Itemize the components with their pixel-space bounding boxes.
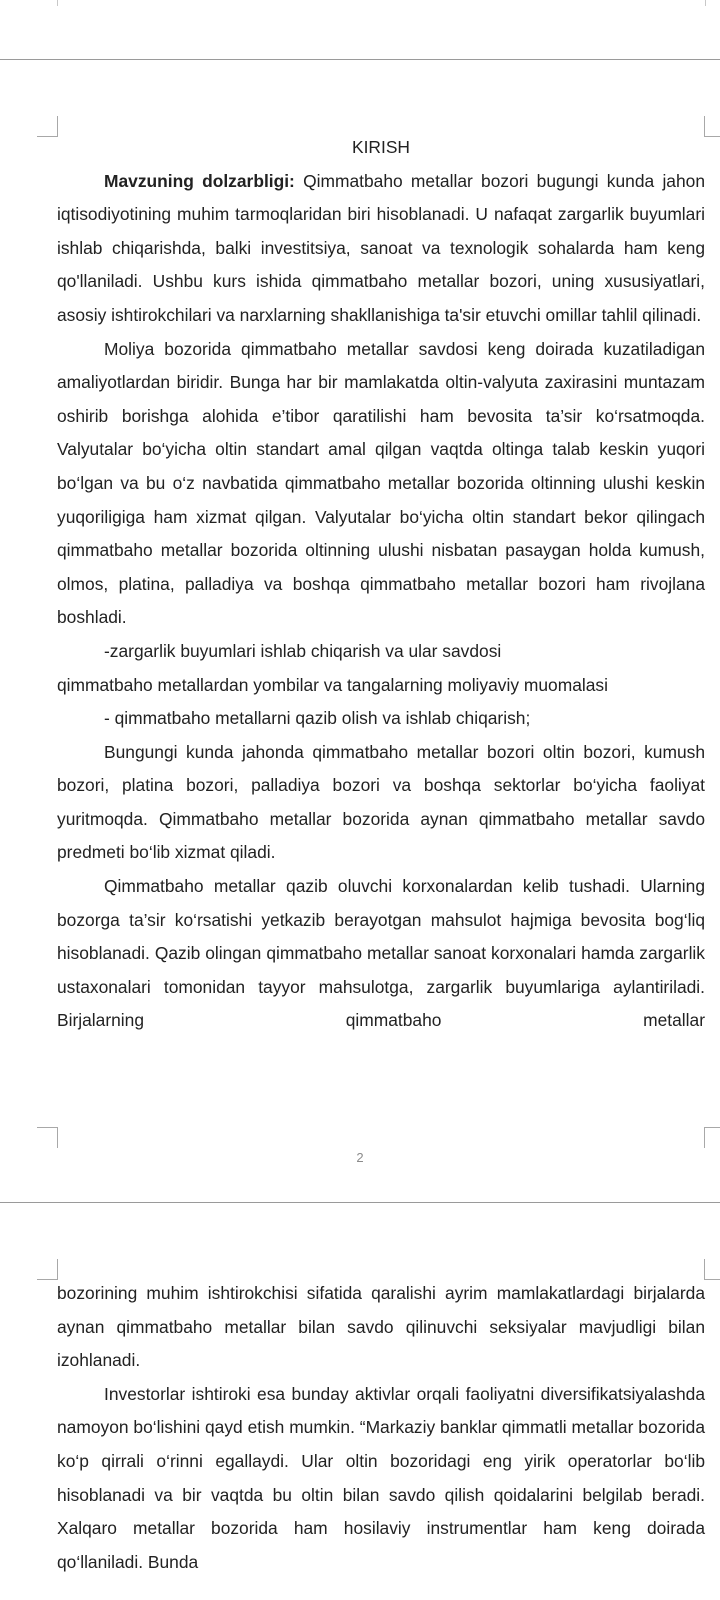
page-number: 2 [356,1150,364,1165]
margin-corner-top-left [37,116,58,137]
paragraph-text: Qimmatbaho metallar bozori bugungi kunda jahon iqtisodiyotining muhim tarmoqlaridan biri hisoblanadi. U nafaqat zargarlik buyumlari ishlab chiqarishda, balki investitsiya, sanoat va texnologik sohalarda ham keng qo'llaniladi. Ushbu kurs ishida qimmatbaho metallar bozori, uning xususiyatlari, asosiy ishtirokchilari va narxlarning shakllanishiga ta'sir etuvchi omillar tahlil qilinadi. [57,170,705,325]
paragraph [57,165,705,333]
page-separator [0,1202,720,1203]
paragraph: Moliya bozorida qimmatbaho metallar savdosi keng doirada kuzatiladigan amaliyotlardan biridir. Bunga har bir mamlakatda oltin-valyuta zaxirasini muntazam oshirib borishga alohida e’tibor qaratilishi ham bevosita ta’sir ko‘rsatmoqda. Valyutalar bo‘yicha oltin standart amal qilgan vaqtda oltinga talab keskin yuqori bo‘lgan va bu o‘z navbatida qimmatbaho metallar bozorida oltinning ulushi keskin yuqoriligiga ham xizmat qilgan. Valyutalar bo‘yicha oltin standart bekor qilingach qimmatbaho metallar bozorida oltinning ulushi nisbatan pasaygan holda kumush, olmos, platina, palladiya va boshqa qimmatbaho metallar bozori ham rivojlana boshladi. [57,338,705,628]
ruler-tick [57,0,58,6]
margin-corner-top-left [37,1259,58,1280]
paragraph: bozorining muhim ishtirokchisi sifatida qaralishi ayrim mamlakatlardagi birjalarda aynan qimmatbaho metallar bilan savdo qilinuvchi seksiyalar mavjudligi bilan izohlanadi. [57,1283,705,1371]
list-item: qimmatbaho metallardan yombilar va tangalarning moliyaviy muomalasi [57,674,608,695]
list-item: - qimmatbaho metallarni qazib olish va ishlab chiqarish; [104,708,531,729]
paragraph-lead: Mavzuning dolzarbligi: [104,170,295,191]
page-separator [0,59,720,60]
margin-corner-top-right [704,116,720,137]
margin-corner-bottom-left [37,1127,58,1148]
ruler-tick [705,0,706,6]
page-2-body [57,1277,705,1579]
paragraph: Qimmatbaho metallar qazib oluvchi korxonalardan kelib tushadi. Ularning bozorga ta’sir ko‘rsatishi yetkazib berayotgan mahsulot hajmiga bevosita bog‘liq hisoblanadi. Qazib olingan qimmatbaho metallar sanoat korxonalari hamda zargarlik ustaxonalari tomonidan tayyor mahsulotga, zargarlik buyumlariga aylantiriladi. Birjalarning qimmatbaho metallar [57,876,705,1031]
section-title: KIRISH [352,137,410,157]
list-item: -zargarlik buyumlari ishlab chiqarish va ular savdosi [104,640,502,661]
paragraph: Bungungi kunda jahonda qimmatbaho metallar bozori oltin bozori, kumush bozori, platina bozori, palladiya bozori va boshqa sektorlar bo‘yicha faoliyat yuritmoqda. Qimmatbaho metallar bozorida aynan qimmatbaho metallar savdo predmeti bo‘lib xizmat qiladi. [57,741,705,863]
page-1-body [57,131,705,1038]
paragraph: Investorlar ishtiroki esa bunday aktivlar orqali faoliyatni diversifikatsiyalashda namoyon bo‘lishini qayd etish mumkin. “Markaziy banklar qimmatli metallar bozorida ko‘p qirrali o‘rinni egallaydi. Ular oltin bozoridagi eng yirik operatorlar bo‘lib hisoblanadi va bir vaqtda bu oltin bilan savdo qilish qoidalarini belgilab beradi. Xalqaro metallar bozorida ham hosilaviy instrumentlar ham keng doirada qo‘llaniladi. Bunda [57,1383,705,1572]
margin-corner-bottom-right [704,1127,720,1148]
margin-corner-top-right [704,1259,720,1280]
